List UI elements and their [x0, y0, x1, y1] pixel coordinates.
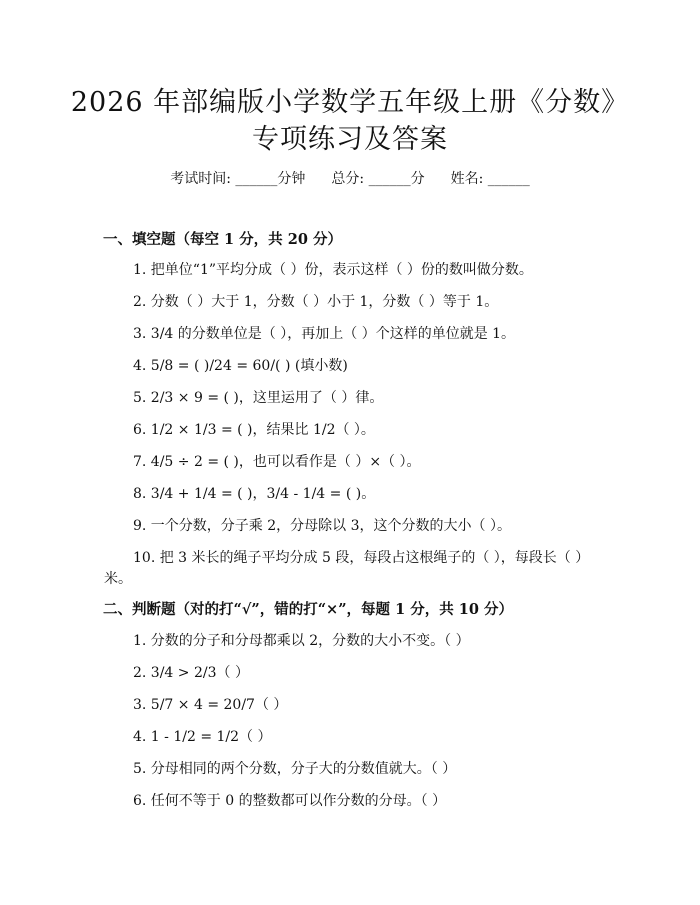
- question-item: 10. 把 3 米长的绳子平均分成 5 段，每段占这根绳子的（ ），每段长（ ）: [133, 550, 590, 566]
- question-item: 4. 1 - 1/2 = 1/2（ ）: [133, 729, 272, 745]
- page-title-line2: 专项练习及答案: [252, 124, 448, 155]
- question-item: 7. 4/5 ÷ 2 = ( )，也可以看作是（ ）×（ ）。: [133, 454, 421, 470]
- question-item: 5. 分母相同的两个分数，分子大的分数值就大。（ ）: [133, 761, 457, 777]
- exam-meta: [0, 169, 700, 189]
- section-heading-fill-blank: 一、填空题（每空 1 分，共 20 分）: [103, 231, 342, 248]
- total-score-field: 总分: ______分: [331, 171, 425, 187]
- question-item: 3. 5/7 × 4 = 20/7（ ）: [133, 697, 288, 713]
- student-name-field: 姓名: ______: [450, 171, 530, 187]
- question-item: 1. 分数的分子和分母都乘以 2，分数的大小不变。（ ）: [133, 633, 470, 649]
- question-item: 3. 3/4 的分数单位是（ ），再加上（ ）个这样的单位就是 1。: [133, 326, 516, 342]
- question-item: 2. 分数（ ）大于 1，分数（ ）小于 1，分数（ ）等于 1。: [133, 294, 499, 310]
- question-item: 2. 3/4 > 2/3（ ）: [133, 665, 249, 681]
- question-item: 5. 2/3 × 9 = ( )，这里运用了（ ）律。: [133, 390, 384, 406]
- question-item: 6. 任何不等于 0 的整数都可以作分数的分母。（ ）: [133, 793, 447, 809]
- section-heading-true-false: 二、判断题（对的打“√”，错的打“×”，每题 1 分，共 10 分）: [103, 601, 513, 618]
- question-item: 1. 把单位“1”平均分成（ ）份，表示这样（ ）份的数叫做分数。: [133, 262, 533, 278]
- question-item: 8. 3/4 + 1/4 = ( )，3/4 - 1/4 = ( )。: [133, 486, 376, 502]
- exam-time-field: 考试时间: ______分钟: [170, 171, 306, 187]
- question-item-continuation: 米。: [104, 571, 132, 587]
- question-item: 6. 1/2 × 1/3 = ( )，结果比 1/2（ ）。: [133, 422, 375, 438]
- question-item: 9. 一个分数，分子乘 2，分母除以 3，这个分数的大小（ ）。: [133, 518, 511, 534]
- question-item: 4. 5/8 = ( )/24 = 60/( ) (填小数): [133, 358, 348, 374]
- page-title-line1: 2026 年部编版小学数学五年级上册《分数》: [70, 87, 630, 118]
